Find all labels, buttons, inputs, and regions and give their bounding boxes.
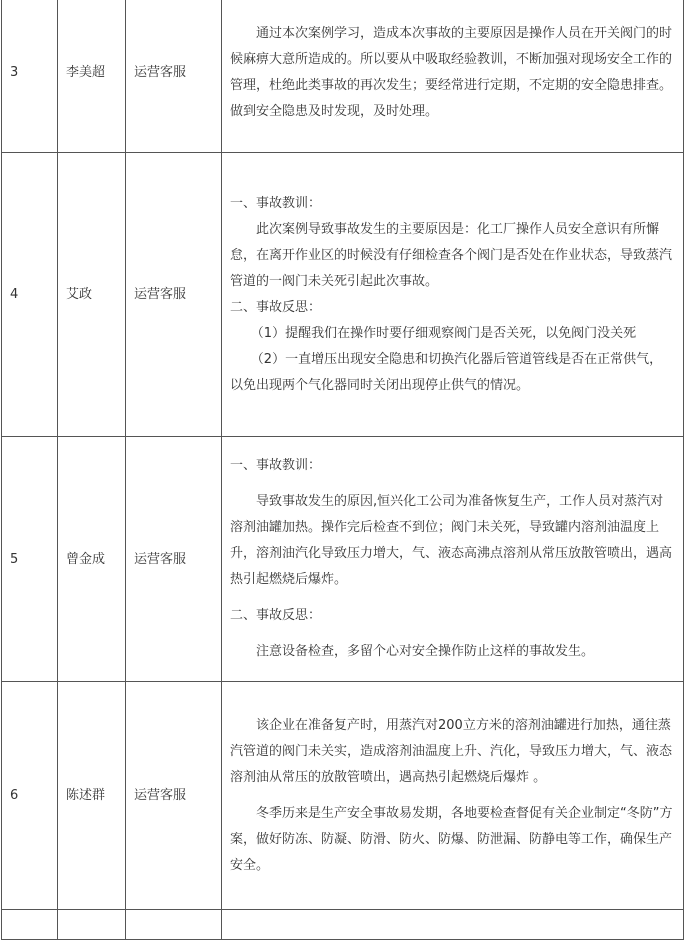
person-name: 曾金成 (58, 437, 126, 682)
paragraph: 导致事故发生的原因,恒兴化工公司为准备恢复生产，工作人员对蒸汽对溶剂油罐加热。操作完后检查不到位；阀门未关死，导致罐内溶剂油温度上升，溶剂油汽化导致压力增大，气、液态高沸点溶剂从常压放散管喷出，遇高热引起燃烧后爆炸。 (230, 494, 673, 587)
department: 运营客服 (126, 0, 222, 153)
empty-cell (126, 910, 222, 940)
section-heading: 一、事故教训： (230, 195, 322, 211)
table-row (2, 910, 684, 940)
section-heading: 二、事故反思： (230, 608, 322, 623)
paragraph: 通过本次案例学习，造成本次事故的主要原因是操作人员在开关阀门的时候麻痹大意所造成的。所以要从中吸取经验教训，不断加强对现场安全工作的管理，杜绝此类事故的再次发生；要经常进行定期，不定期的安全隐患排查。做到安全隐患及时发现，及时处理。 (230, 25, 673, 119)
reflection-text (222, 682, 684, 910)
empty-cell (2, 910, 58, 940)
section-heading: 一、事故教训： (230, 458, 322, 473)
department: 运营客服 (126, 437, 222, 682)
table-row (2, 153, 684, 437)
row-number: 6 (2, 682, 58, 910)
table-row (2, 437, 684, 682)
department: 运营客服 (126, 153, 222, 437)
paragraph: 冬季历来是生产安全事故易发期，各地要检查督促有关企业制定“冬防”方案，做好防冻、防凝、防滑、防火、防爆、防泄漏、防静电等工作，确保生产安全。 (230, 805, 673, 873)
paragraph: 该企业在准备复产时，用蒸汽对200立方米的溶剂油罐进行加热，通往蒸汽管道的阀门未关实，造成溶剂油温度上升、汽化，导致压力增大，气、液态溶剂油从常压的放散管喷出，遇高热引起燃烧后爆炸 。 (230, 717, 673, 785)
row-number: 3 (2, 0, 58, 153)
paragraph: 注意设备检查，多留个心对安全操作防止这样的事故发生。 (256, 644, 595, 659)
table-row (2, 682, 684, 910)
person-name: 李美超 (58, 0, 126, 153)
paragraph: （2）一直增压出现安全隐患和切换汽化器后管道管线是否在正常供气，以免出现两个气化器同时关闭出现停止供气的情况。 (230, 351, 663, 393)
empty-cell (222, 910, 684, 940)
case-study-table (1, 0, 684, 940)
empty-cell (58, 910, 126, 940)
department: 运营客服 (126, 682, 222, 910)
reflection-text (222, 0, 684, 153)
paragraph: 此次案例导致事故发生的主要原因是：化工厂操作人员安全意识有所懈怠，在离开作业区的时候没有仔细检查各个阀门是否处在作业状态，导致蒸汽管道的一阀门未关死引起此次事故。 (230, 221, 673, 289)
paragraph: （1）提醒我们在操作时要仔细观察阀门是否关死，以免阀门没关死 (250, 325, 637, 341)
section-heading: 二、事故反思： (230, 299, 322, 315)
row-number: 4 (2, 153, 58, 437)
person-name: 陈述群 (58, 682, 126, 910)
person-name: 艾政 (58, 153, 126, 437)
row-number: 5 (2, 437, 58, 682)
reflection-text (222, 437, 684, 682)
reflection-text (222, 153, 684, 437)
table-row (2, 0, 684, 153)
